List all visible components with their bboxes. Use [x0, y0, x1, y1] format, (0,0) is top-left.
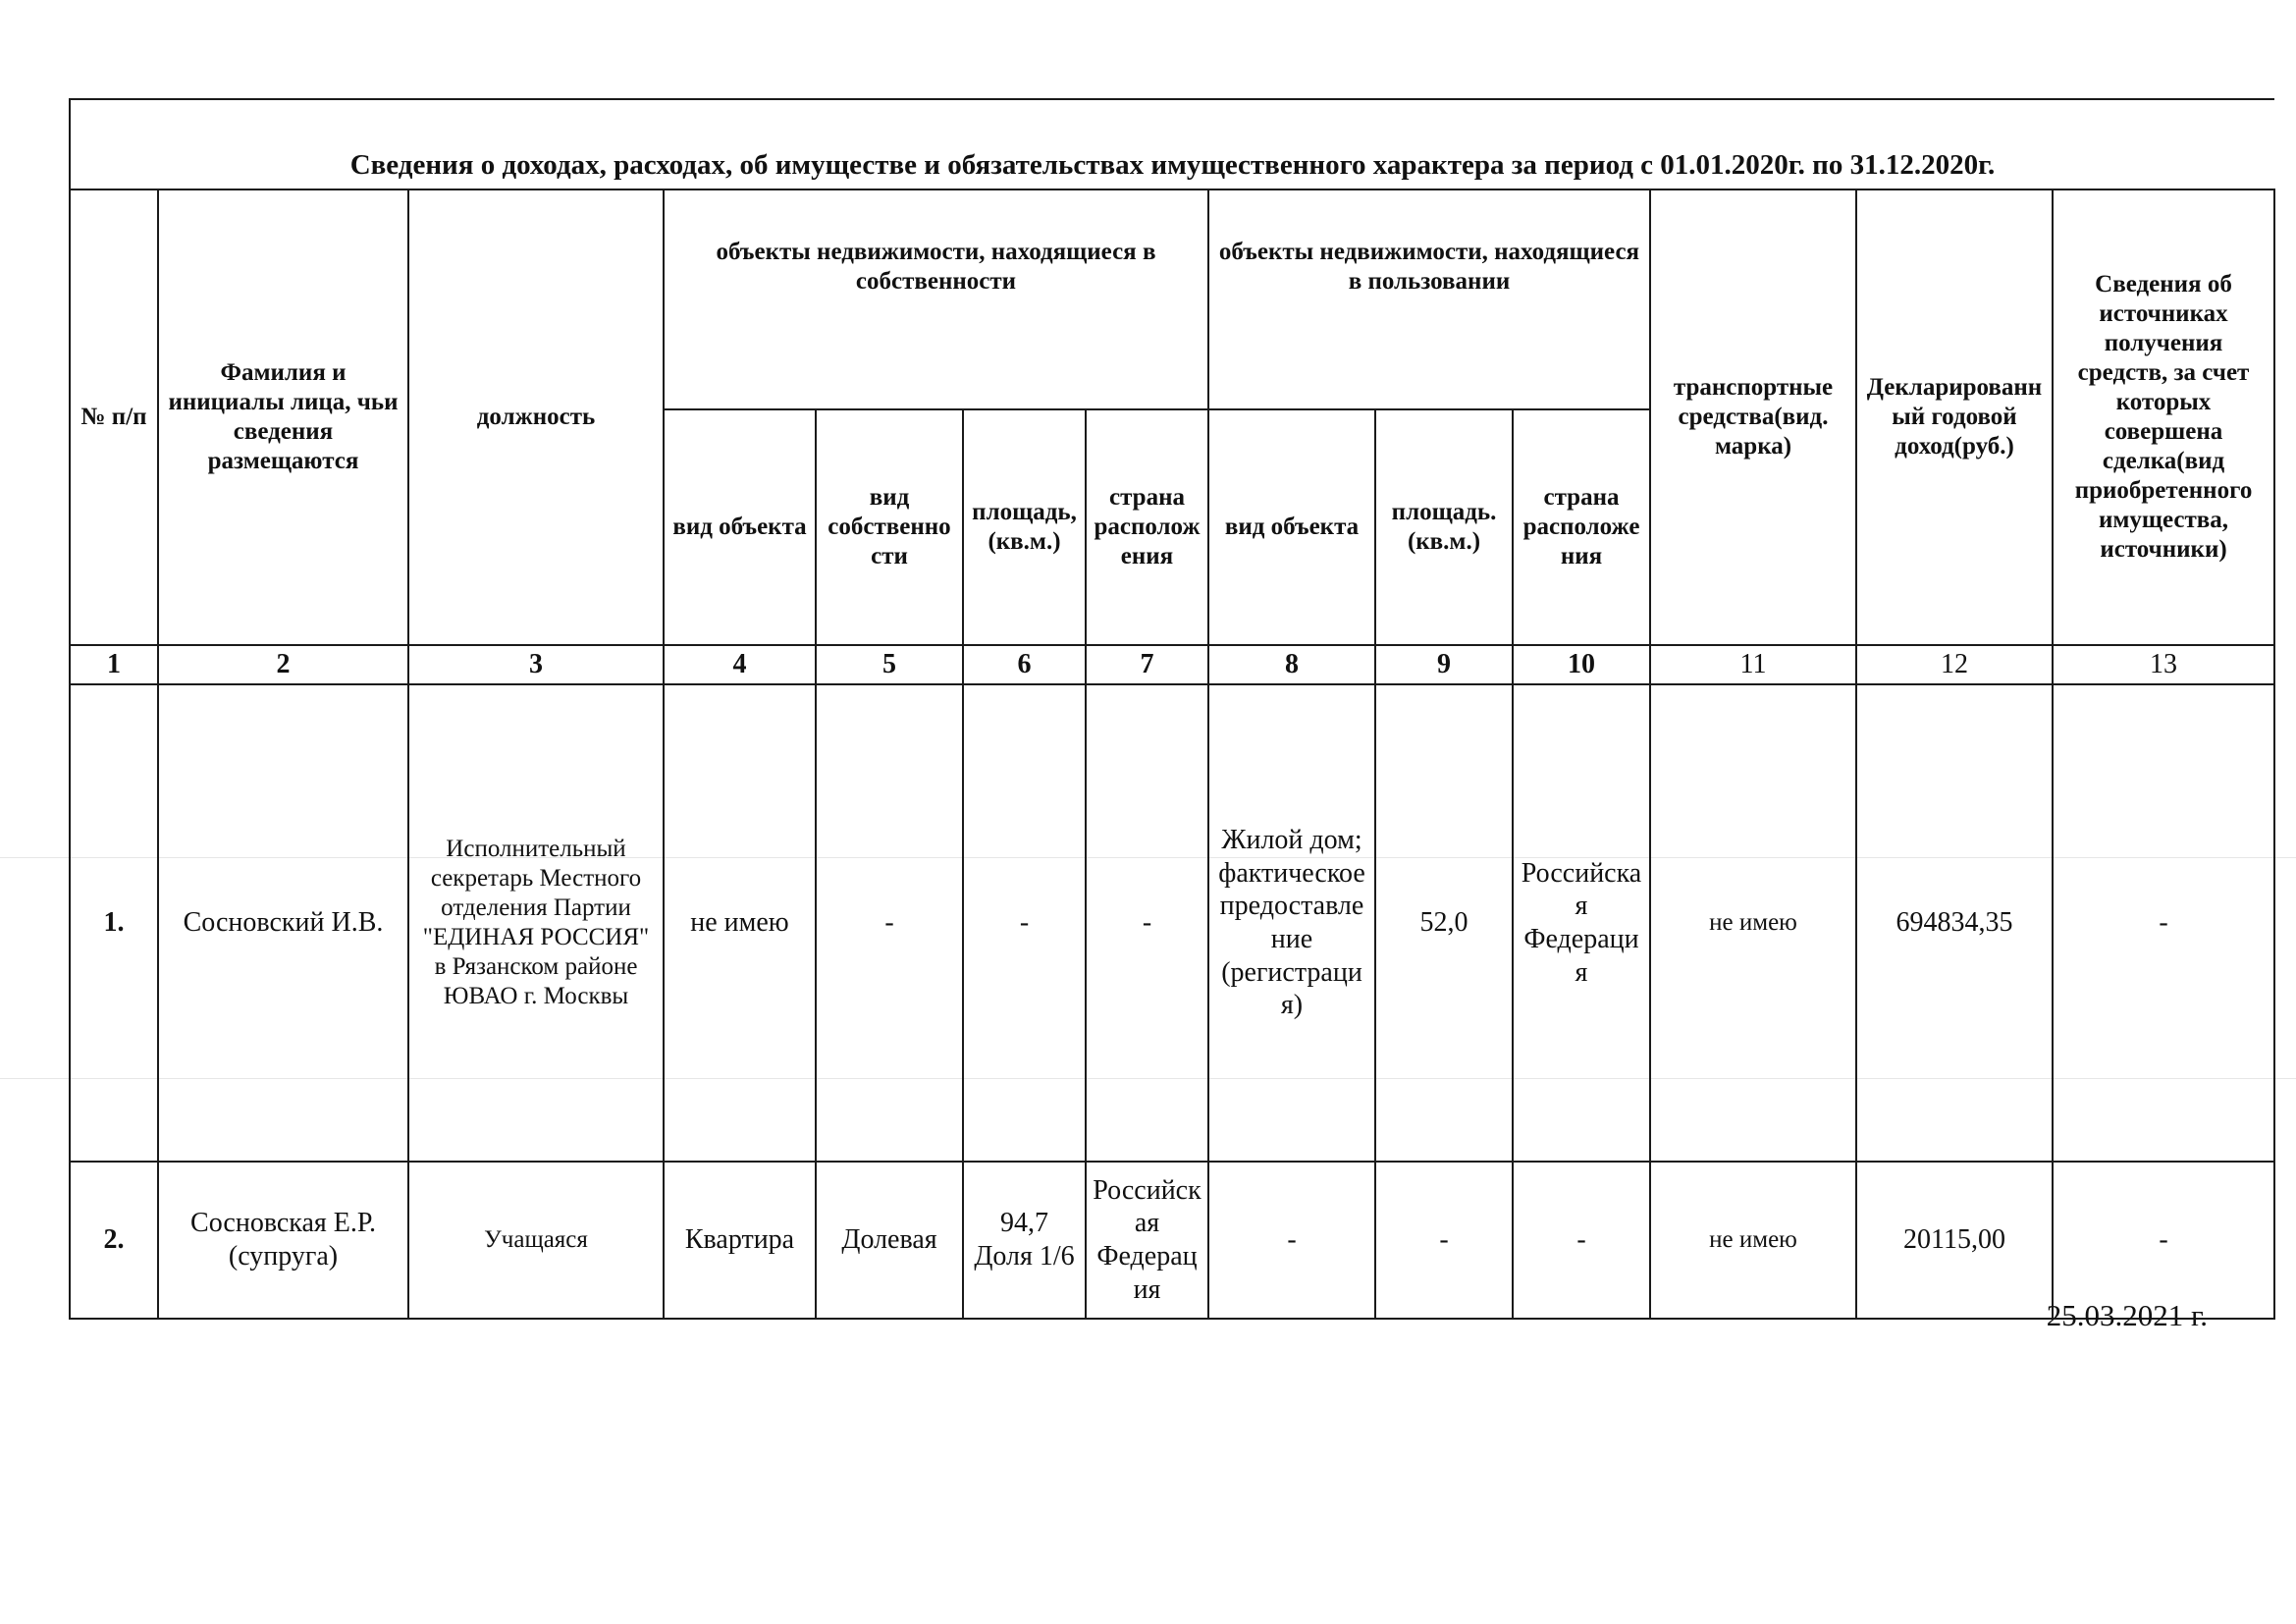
header-owned-ownership: вид собственности: [816, 409, 963, 645]
row-name: Сосновская Е.Р. (супруга): [158, 1162, 408, 1319]
column-number: 9: [1375, 645, 1513, 684]
header-owned-country: страна расположения: [1086, 409, 1208, 645]
header-used-type: вид объекта: [1208, 409, 1375, 645]
row-owned-ownership: -: [816, 684, 963, 1162]
row-vehicles: не имею: [1650, 1162, 1856, 1319]
row-sources: -: [2053, 684, 2274, 1162]
row-owned-area: 94,7 Доля 1/6: [963, 1162, 1086, 1319]
header-income: Декларированный годовой доход(руб.): [1856, 189, 2053, 645]
column-number: 10: [1513, 645, 1650, 684]
column-number: 12: [1856, 645, 2053, 684]
header-position: должность: [408, 189, 664, 645]
row-num: 1.: [70, 684, 158, 1162]
column-number: 2: [158, 645, 408, 684]
column-number: 5: [816, 645, 963, 684]
row-position: Учащаяся: [408, 1162, 664, 1319]
column-number: 11: [1650, 645, 1856, 684]
column-number: 3: [408, 645, 664, 684]
row-owned-type: Квартира: [664, 1162, 816, 1319]
column-number-row: [70, 645, 2274, 684]
header-num: № п/п: [70, 189, 158, 645]
header-used-area: площадь. (кв.м.): [1375, 409, 1513, 645]
declaration-sheet: [69, 98, 2273, 1320]
row-used-type: Жилой дом; фактическое предоставление (регистрация): [1208, 684, 1375, 1162]
table-row: [70, 1162, 2274, 1319]
header-owned-type: вид объекта: [664, 409, 816, 645]
header-sources: Сведения об источниках получения средств, за счет которых совершена сделка(вид приобретенного имущества, источники): [2053, 189, 2274, 645]
document-date: 25.03.2021 г.: [2046, 1298, 2208, 1332]
row-position: Исполнительный секретарь Местного отделения Партии "ЕДИНАЯ РОССИЯ" в Рязанском районе ЮВАО г. Москвы: [408, 684, 664, 1162]
row-used-type: -: [1208, 1162, 1375, 1319]
row-name: Сосновский И.В.: [158, 684, 408, 1162]
row-used-area: 52,0: [1375, 684, 1513, 1162]
row-used-country: Российская Федерация: [1513, 684, 1650, 1162]
column-number: 1: [70, 645, 158, 684]
table-row: [70, 684, 2274, 1162]
row-owned-area: -: [963, 684, 1086, 1162]
table-title: Сведения о доходах, расходах, об имуществе и обязательствах имущественного характера за период с 01.01.2020г. по 31.12.2020г.: [70, 99, 2274, 189]
header-owned-group: объекты недвижимости, находящиеся в собственности: [664, 189, 1208, 409]
header-used-country: страна расположения: [1513, 409, 1650, 645]
column-number: 7: [1086, 645, 1208, 684]
header-name: Фамилия и инициалы лица, чьи сведения размещаются: [158, 189, 408, 645]
row-owned-country: -: [1086, 684, 1208, 1162]
row-owned-country: Российская Федерация: [1086, 1162, 1208, 1319]
header-row-groups: [70, 189, 2274, 409]
declaration-table: [69, 98, 2275, 1320]
column-number: 13: [2053, 645, 2274, 684]
row-vehicles: не имею: [1650, 684, 1856, 1162]
row-num: 2.: [70, 1162, 158, 1319]
title-row: [70, 99, 2274, 189]
header-used-group: объекты недвижимости, находящиеся в пользовании: [1208, 189, 1650, 409]
column-number: 6: [963, 645, 1086, 684]
column-number: 8: [1208, 645, 1375, 684]
row-income: 20115,00: [1856, 1162, 2053, 1319]
row-owned-type: не имею: [664, 684, 816, 1162]
row-owned-ownership: Долевая: [816, 1162, 963, 1319]
column-number: 4: [664, 645, 816, 684]
row-used-area: -: [1375, 1162, 1513, 1319]
row-sources: -: [2053, 1162, 2274, 1319]
header-vehicles: транспортные средства(вид. марка): [1650, 189, 1856, 645]
row-income: 694834,35: [1856, 684, 2053, 1162]
header-owned-area: площадь, (кв.м.): [963, 409, 1086, 645]
row-used-country: -: [1513, 1162, 1650, 1319]
